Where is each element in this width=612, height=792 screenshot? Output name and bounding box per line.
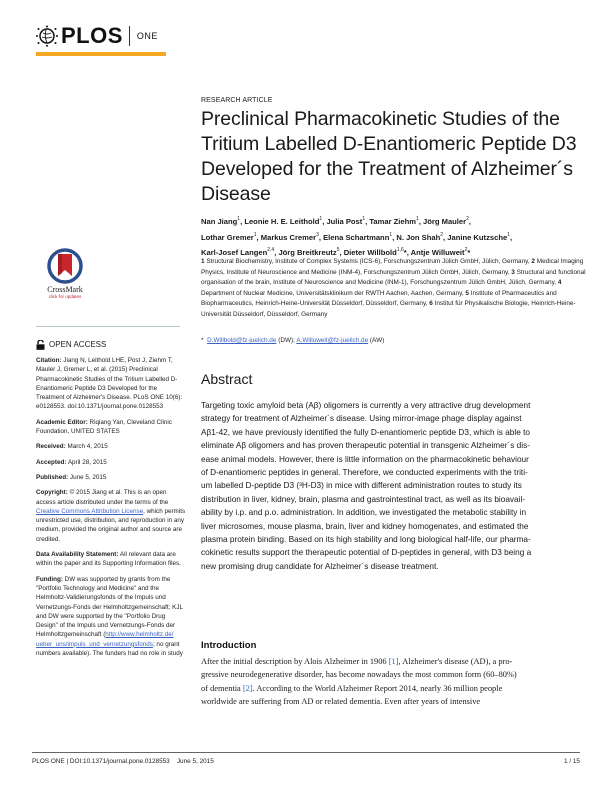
plos-one-logo[interactable] bbox=[36, 24, 158, 48]
affiliation-text: Medical Imaging Physics, Institute of Neuroscience and Medicine (INM-4), Forschungszentrum Jülich GmbH, Jülich, Germany, bbox=[201, 258, 584, 276]
footer-doi: PLOS ONE | DOI:10.1371/journal.pone.0128553 June 5, 2015 bbox=[32, 758, 214, 765]
email-link-dw[interactable]: D.Willbold@fz-juelich.de bbox=[207, 337, 277, 344]
affiliation-text: Institute of Pharmaceutics and Biopharmaceutics, Heinrich-Heine-Universität Düsseldorf, Düsseldorf, Germany, bbox=[201, 289, 557, 307]
citation-block bbox=[36, 356, 196, 412]
author-affiliation-sup: 1 bbox=[507, 231, 510, 238]
globe-icon bbox=[36, 25, 58, 47]
affiliation-text: Department of Nuclear Medicine, Universitätsklinikum der RWTH Aachen, Aachen, Germany, bbox=[201, 289, 466, 297]
author-separator: , bbox=[468, 217, 471, 226]
author-separator: * bbox=[467, 248, 471, 257]
author-name[interactable]: Julia Post bbox=[326, 217, 363, 226]
funding-text: Vernetzungs-Fonds der Helmholtzgemeinschaft; KJL bbox=[36, 603, 184, 611]
editor-label: Academic Editor: bbox=[36, 418, 88, 426]
open-access-badge bbox=[36, 340, 196, 350]
title-line: Preclinical Pharmacokinetic Studies of the bbox=[201, 108, 560, 130]
data-availability-block bbox=[36, 550, 196, 569]
author-separator: *, bbox=[403, 248, 411, 257]
copyright-text: credited. bbox=[36, 535, 61, 543]
funding-text: Helmholtzgemeinschaft ( bbox=[36, 631, 106, 639]
editor-text: Foundation, UNITED STATES bbox=[36, 428, 120, 436]
author-separator: , bbox=[509, 232, 513, 242]
unlock-icon bbox=[36, 340, 45, 350]
author-name[interactable]: Jörg Breitkreutz bbox=[278, 248, 337, 257]
citation-text: e0128553. doi:10.1371/journal.pone.0128553 bbox=[36, 403, 164, 411]
intro-text: . According to the World Alzheimer Report 2014, nearly 36 million people bbox=[252, 683, 503, 693]
author-separator: , bbox=[318, 232, 324, 242]
intro-text: gressive neurodegenerative disorder, has become nowadays the most common form (60–80%) bbox=[201, 670, 517, 680]
title-line: Disease bbox=[201, 183, 271, 205]
corr-tag: (DW); bbox=[276, 337, 297, 344]
abstract-text bbox=[201, 399, 587, 573]
sidebar-divider bbox=[36, 326, 180, 327]
author-name[interactable]: Dieter Willbold bbox=[343, 248, 397, 257]
abstract-line: distribution in liver, kidney, brain, plasma and gastrointestinal tract, as well as its bioavail- bbox=[201, 494, 526, 504]
author-affiliation-sup: 1 bbox=[253, 231, 257, 238]
logo-plos-text: PLOS bbox=[61, 23, 123, 48]
crossmark-badge[interactable] bbox=[36, 248, 94, 300]
author-name[interactable]: Leonie H. E. Leithold bbox=[244, 217, 320, 226]
citation-text: Jiang N, Leithold LHE, Post J, Ziehm T, bbox=[61, 357, 173, 364]
funding-text: and DW were supported by the "Portfolio Drug bbox=[36, 612, 166, 620]
citation-text: Mauler J, Gremer L, et al. (2015) Preclinical bbox=[36, 366, 158, 374]
crossmark-icon bbox=[47, 248, 83, 284]
citation-ref-1[interactable]: [1] bbox=[388, 657, 399, 666]
affiliation-number: 6 bbox=[429, 300, 433, 307]
copyright-text: , which permits bbox=[143, 507, 186, 515]
logo-journal-text: ONE bbox=[136, 31, 158, 41]
helmholtz-link[interactable]: http://www.helmholtz.de/ bbox=[105, 631, 174, 639]
funding-text: "Portfolio Technology and Medicine" and the bbox=[36, 584, 160, 592]
received-label: Received: bbox=[36, 443, 66, 451]
author-affiliation-sup: 1,6 bbox=[396, 247, 404, 253]
received-date bbox=[36, 442, 196, 451]
author-affiliation-sup: 1 bbox=[362, 216, 366, 222]
funding-text: Helmholtz-Validierungsfonds of the Impuls und bbox=[36, 594, 166, 602]
affiliations bbox=[201, 257, 586, 320]
accepted-label: Accepted: bbox=[36, 458, 67, 466]
abstract-line: Targeting toxic amyloid beta (Aβ) oligomers is currently a very attractive drug development bbox=[201, 401, 531, 410]
crossmark-title: CrossMark bbox=[47, 285, 83, 294]
author-name[interactable]: Tamar Ziehm bbox=[369, 217, 417, 226]
corresponding-authors bbox=[201, 337, 581, 344]
affiliation-number: 5 bbox=[465, 289, 469, 297]
copyright-label: Copyright: bbox=[36, 489, 68, 497]
author-name[interactable]: Lothar Gremer bbox=[201, 232, 254, 242]
affiliation-text: Structural Biochemistry, Institute of Complex Systems (ICS-6), Forschungszentrum Jülich GmbH, Jülich, Germany, bbox=[204, 258, 532, 265]
cc-license-link[interactable]: Creative Commons Attribution License bbox=[36, 507, 144, 515]
intro-text: After the initial description by Alois Alzheimer in 1906 bbox=[201, 657, 389, 666]
copyright-text: medium, provided the original author and source are bbox=[36, 526, 182, 534]
abstract-line: ease animal models. However, there is little information on the pharmacokinetic behaviour bbox=[201, 454, 529, 464]
published-label: Published: bbox=[36, 473, 69, 481]
affiliation-number: 1 bbox=[201, 258, 205, 265]
author-separator: , bbox=[256, 232, 261, 242]
introduction-text bbox=[201, 655, 587, 708]
crossmark-subtitle: click for updates bbox=[48, 294, 82, 299]
abstract-line: Aβ1-42, we have previously identified the fully D-enantiomeric peptide D3, which is able to bbox=[201, 427, 530, 437]
author-separator: , bbox=[365, 217, 370, 226]
funding-block bbox=[36, 575, 196, 659]
author-name[interactable]: Karl-Josef Langen bbox=[201, 248, 268, 257]
abstract-line: cokinetic results support the therapeutic potential of D-peptides in general, with D3 being a bbox=[201, 548, 532, 558]
affiliation-number: 4 bbox=[557, 279, 562, 286]
funding-text: DW was supported by grants from the bbox=[62, 575, 171, 583]
copyright-text: access article distributed under the terms of the bbox=[36, 498, 169, 506]
author-affiliation-sup: 2 bbox=[464, 247, 468, 253]
article-title bbox=[201, 107, 581, 207]
citation-ref-2[interactable]: [2] bbox=[242, 683, 253, 693]
abstract-heading: Abstract bbox=[201, 371, 253, 387]
abstract-line: of D-enantiomeric peptides in general. Therefore, we conducted experiments with the triti- bbox=[201, 468, 528, 478]
author-name[interactable]: N. Jon Shah bbox=[396, 232, 441, 242]
article-info-sidebar bbox=[36, 340, 196, 664]
author-name[interactable]: Janine Kutzsche bbox=[447, 232, 508, 242]
helmholtz-link-cont[interactable]: ueber_uns/impuls_und_vernetzungsfonds bbox=[36, 640, 153, 648]
data-availability-label: Data Availability Statement: bbox=[36, 551, 119, 559]
accepted-date bbox=[36, 458, 196, 467]
corr-tag: (AW) bbox=[368, 337, 385, 344]
logo-divider bbox=[129, 26, 130, 46]
author-name[interactable]: Antje Willuweit bbox=[410, 248, 465, 257]
affiliation-text: Institut für Physikalische Biologie, Heinrich-Heine-Universität Düsseldorf, Düsseldorf, Germany bbox=[201, 300, 576, 318]
citation-text: Treatment of Alzheimer's Disease. PLoS ONE 10(6): bbox=[36, 394, 183, 402]
open-access-label: OPEN ACCESS bbox=[49, 340, 107, 350]
author-separator: , bbox=[418, 217, 424, 226]
author-name[interactable]: Elena Schartmann bbox=[323, 232, 390, 242]
funding-label: Funding: bbox=[36, 575, 63, 583]
affiliation-text: Structural and functional organisation of the brain, Institute of Neuroscience and Medicine (INM-1), Forschungszentrum Jülich GmbH, Jülich, Germany, bbox=[201, 268, 586, 286]
author-separator: , bbox=[392, 232, 397, 242]
copyright-block bbox=[36, 488, 196, 544]
author-affiliation-sup: 1 bbox=[237, 216, 241, 222]
affiliation-number: 3 bbox=[511, 268, 515, 276]
title-line: Tritium Labelled D-Enantiomeric Peptide D3 bbox=[201, 133, 577, 155]
intro-text: of dementia bbox=[201, 683, 243, 693]
header-accent-bar bbox=[36, 52, 166, 56]
data-availability-text: within the paper and its Supporting Information files. bbox=[36, 560, 181, 568]
author-affiliation-sup: 2 bbox=[466, 216, 469, 222]
abstract-line: liver microsomes, mouse plasma, brain, liver and kidney homogenates, and estimated the bbox=[201, 521, 529, 531]
author-separator: , bbox=[443, 232, 448, 242]
author-name[interactable]: Jörg Mauler bbox=[423, 217, 467, 226]
abstract-line: new promising drug candidate for Alzheimer´s disease treatment. bbox=[201, 561, 439, 571]
intro-text: worldwide are suffering from AD or related dementia. Even after years of intensive bbox=[201, 696, 481, 706]
abstract-line: strategy for treatment of Alzheimer´s disease. Using mirror-image phage display against bbox=[201, 414, 522, 424]
author-affiliation-sup: 1 bbox=[416, 216, 419, 222]
abstract-line: um labelled D-peptide D3 (³H-D3) in mice with different administration routes to study its bbox=[201, 481, 522, 491]
abstract-line: eliminate Aβ oligomers and has proven therapeutic potential in transgenic Alzheimer´s dis- bbox=[201, 441, 530, 451]
received-value: March 4, 2015 bbox=[65, 443, 108, 451]
citation-label: Citation: bbox=[36, 357, 62, 364]
intro-text: , Alzheimer's disease (AD), a pro- bbox=[398, 657, 513, 666]
author-affiliation-sup: 2,4 bbox=[267, 247, 275, 253]
author-list bbox=[201, 213, 581, 260]
published-date bbox=[36, 473, 196, 482]
author-separator: , bbox=[322, 217, 327, 226]
author-affiliation-sup: 2 bbox=[440, 231, 444, 238]
abstract-line: ability by i.p. and p.o. administration. In addition, we investigated the metabolic stability in bbox=[201, 508, 527, 518]
academic-editor-block bbox=[36, 418, 196, 437]
author-affiliation-sup: 3 bbox=[316, 231, 319, 238]
citation-text: Pharmacokinetic Studies of the Tritium Labelled D- bbox=[36, 375, 178, 383]
author-affiliation-sup: 5 bbox=[336, 247, 340, 253]
title-line: Developed for the Treatment of Alzheimer´s bbox=[201, 158, 573, 180]
author-name[interactable]: Nan Jiang bbox=[201, 217, 238, 226]
editor-text: Riqiang Yan, Cleveland Clinic bbox=[87, 418, 172, 426]
copyright-text: © 2015 Jiang et al. This is an open bbox=[67, 489, 167, 497]
funding-text: Design" of the Impuls und Vernetzungs-Fonds der bbox=[36, 622, 176, 630]
funding-text: numbers available). The funders had no role in study bbox=[36, 650, 183, 658]
abstract-line: plasma protein binding. Based on its high stability and long biological half-life, our pharma- bbox=[201, 535, 531, 545]
author-affiliation-sup: 1 bbox=[389, 231, 393, 238]
accepted-value: April 28, 2015 bbox=[66, 458, 107, 466]
author-separator: , bbox=[240, 217, 245, 226]
copyright-text: unrestricted use, distribution, and reproduction in any bbox=[36, 517, 185, 525]
introduction-heading: Introduction bbox=[201, 640, 257, 651]
affiliation-number: 2 bbox=[531, 258, 535, 265]
footer-divider bbox=[32, 752, 580, 753]
data-availability-text: All relevant data are bbox=[118, 551, 176, 559]
email-link-aw[interactable]: A.Willuweit@fz-juelich.de bbox=[296, 337, 369, 344]
author-name[interactable]: Markus Cremer bbox=[260, 232, 317, 242]
article-type: RESEARCH ARTICLE bbox=[201, 97, 273, 104]
citation-text: Enantiomeric Peptide D3 Developed for the bbox=[36, 384, 158, 392]
author-affiliation-sup: 1 bbox=[319, 216, 323, 222]
page-number: 1 / 15 bbox=[564, 758, 580, 765]
corr-star: * bbox=[201, 337, 204, 344]
author-separator: , bbox=[274, 248, 279, 257]
published-value: June 5, 2015 bbox=[68, 473, 107, 481]
funding-text: ; no grant bbox=[152, 640, 180, 648]
author-separator: , bbox=[339, 248, 344, 257]
